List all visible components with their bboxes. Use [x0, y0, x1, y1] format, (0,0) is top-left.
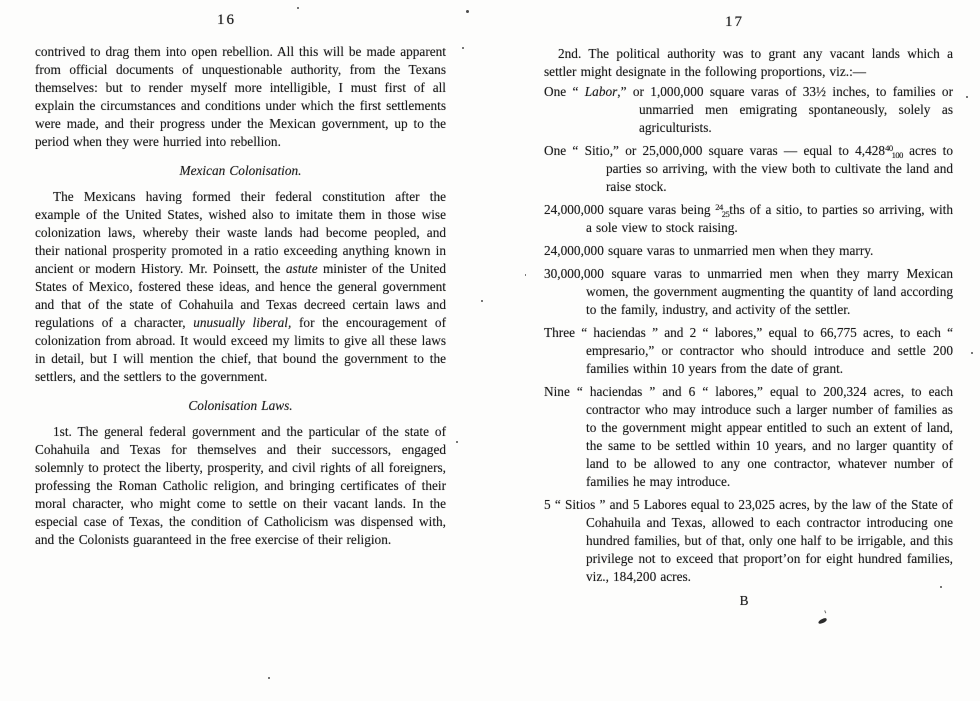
scan-speck	[297, 7, 299, 9]
text-segment: Labor	[584, 84, 618, 99]
text-segment: 40	[885, 143, 893, 153]
text-segment: 5 “ Sitios ” and 5 Labores equal to 23,025 acres, by the law of the State of Cohahuila and Texas, allowed to each contractor introducing one hundred families, but of that, only one half to be irrigable, and this privilege not to exceed that proport’on for eight hundred families, viz., 184,200 acres.	[544, 497, 953, 584]
grant-item-sitio	[544, 142, 953, 196]
text-segment: Nine “ haciendas ” and 6 “ labores,” equal to 200,324 acres, to each contractor who may introduce such a larger number of families as to the government might appear entitled to such an extent of land, the same to be settled within 10 years, and no larger quantity of land to be allowed to any one contractor, whatever number of families he may introduce.	[544, 384, 953, 489]
grant-item-three-haciendas	[544, 324, 953, 378]
text-segment: unusually liberal,	[193, 315, 292, 330]
page-16-body	[35, 43, 446, 549]
paragraph-mexican-colonisation	[35, 188, 446, 386]
text-segment: Mexican Colonisation.	[179, 163, 302, 178]
text-segment: 24	[715, 202, 723, 212]
text-segment: 100	[891, 150, 903, 160]
scan-speck	[456, 441, 458, 443]
page-16	[35, 12, 446, 551]
page-number-left: 16	[217, 12, 236, 28]
ink-blot	[818, 617, 828, 624]
grant-item-24m-marriage	[544, 242, 953, 260]
scan-speck	[525, 274, 526, 276]
text-segment: One “ Sitio,” or 25,000,000 square varas — equal to 4,428	[544, 143, 886, 158]
scan-speck	[268, 677, 270, 679]
section-heading-mexican-colonisation	[35, 162, 446, 180]
grant-item-nine-haciendas	[544, 383, 953, 491]
text-segment: 30,000,000 square varas to unmarried men when they marry Mexican women, the government augmenting the quantity of land according to the family, industry, and activity of the settler.	[544, 266, 953, 317]
grant-item-30m-mexican-women	[544, 265, 953, 319]
text-segment: ,” or 1,000,000 square varas of 33½ inches, to families or unmarried men emigrating spontaneously, solely as agriculturists.	[617, 84, 953, 135]
text-segment: B	[739, 593, 750, 608]
text-segment: Colonisation Laws.	[188, 398, 293, 413]
page-number-right: 17	[725, 14, 744, 30]
grant-item-labor	[544, 83, 953, 137]
scan-speck	[466, 10, 469, 13]
section-heading-colonisation-laws	[35, 397, 446, 415]
paragraph-second-law	[544, 45, 953, 81]
scan-speck	[940, 586, 942, 588]
page-17-body	[544, 45, 953, 610]
paragraph-continuation	[35, 43, 446, 151]
text-segment: The Mexicans having formed their federal constitution after the example of the United States, wished also to imitate them in those wise colonization laws, whereby their waste lands had become peopled, and their national prosperity promoted in a ratio exceeding anything known in ancient or modern History. Mr. Poinsett, the	[35, 189, 446, 276]
signature-mark	[544, 592, 953, 610]
text-segment: acres to parties so arriving, with the view both to cultivate the land and raise stock.	[606, 143, 954, 194]
scan-speck	[971, 352, 973, 354]
text-segment: ths of a sitio, to parties so arriving, with a sole view to stock raising.	[586, 202, 953, 235]
text-segment: contrived to drag them into open rebellion. All this will be made apparent from official documents of unquestionable authority, from the Texans themselves: but to render myself more intelligible, I must first of all explain the circumstances and conditions under which the first settlements were made, and their progress under the Mexican government, up to the period when they were hurried into rebellion.	[35, 44, 446, 149]
text-segment: 1st. The general federal government and the particular of the state of Cohahuila and Texas for themselves and their successors, engaged solemnly to protect the liberty, prosperity, and civil rights of all foreigners, professing the Roman Catholic religion, and bringing certificates of their moral character, who might come to settle on their vacant lands. In the especial case of Texas, the condition of Catholicism was dispensed with, and the Colonists guaranteed in the free exercise of their religion.	[35, 424, 446, 547]
text-segment: 24,000,000 square varas to unmarried men when they marry.	[544, 243, 874, 258]
text-segment: 25	[721, 209, 730, 219]
paragraph-first-law	[35, 423, 446, 549]
text-segment: astute	[285, 261, 318, 276]
scan-speck	[462, 47, 464, 49]
text-segment: for the encouragement of colonization from abroad. It would exceed my limits to give all these laws in detail, but I will mention the chief, that bound the government to the settlers, and the settlers to the government.	[35, 315, 447, 384]
text-segment: minister of the United States of Mexico, fostered these ideas, and hence the general government and that of the state of Cohahuila and Texas decreed certain laws and regulations of a character,	[35, 261, 446, 330]
text-segment: 24,000,000 square varas being	[544, 202, 716, 217]
text-segment: 2nd. The political authority was to grant any vacant lands which a settler might designate in the following proportions, viz.:—	[544, 46, 953, 79]
scan-speck	[966, 96, 968, 98]
text-segment: Three “ haciendas ” and 2 “ labores,” equal to 66,775 acres, to each “ empresario,” or contractor who should introduce and settle 200 families within 10 years from the date of grant.	[544, 325, 953, 376]
scan-speck	[481, 300, 483, 302]
page-17	[544, 14, 953, 612]
grant-item-five-sitios	[544, 496, 953, 586]
text-segment: One “	[544, 84, 585, 99]
grant-item-24m-stock-raising	[544, 201, 953, 237]
